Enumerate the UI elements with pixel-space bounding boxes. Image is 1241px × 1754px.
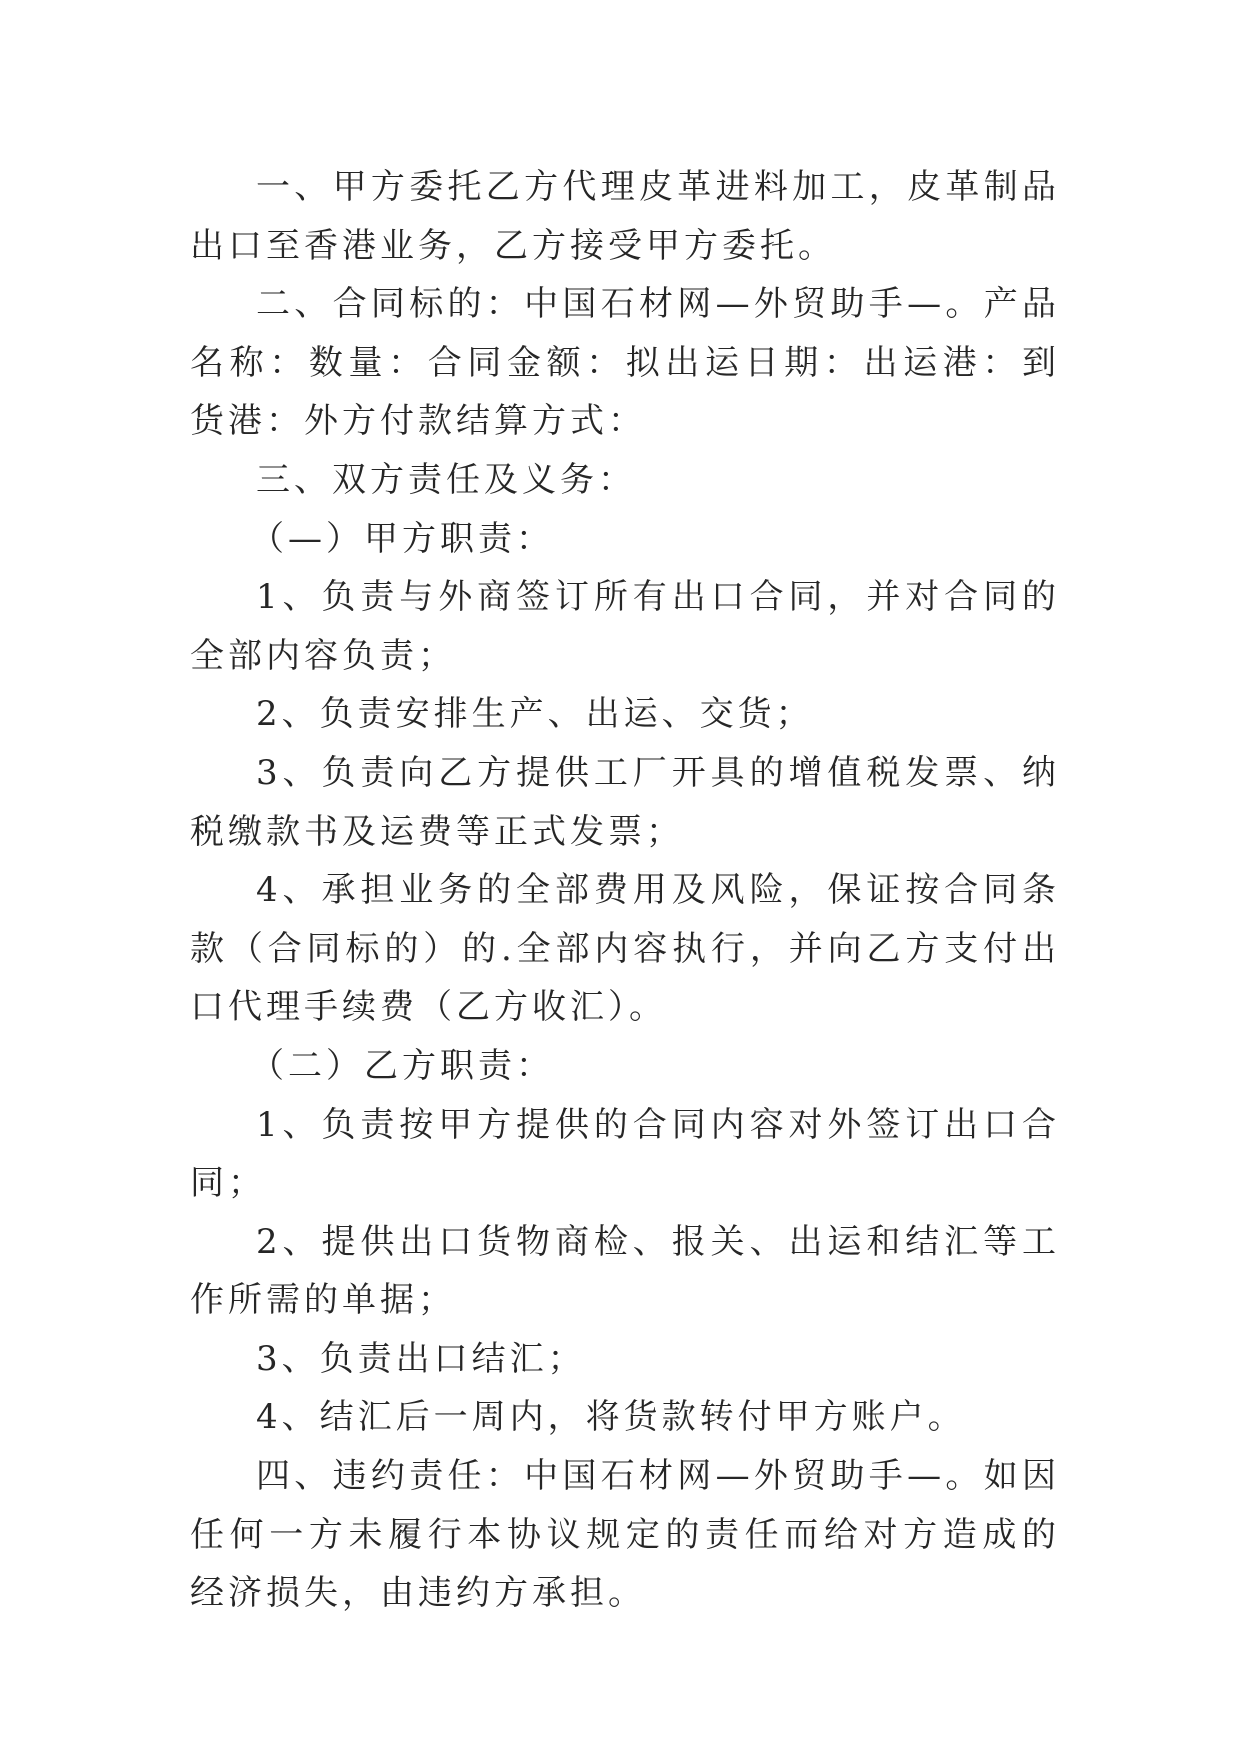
clause-2-paragraph: 二、合同标的：中国石材网—外贸助手—。产品名称：数量：合同金额：拟出运日期：出运港：到货港：外方付款结算方式： xyxy=(190,284,1060,442)
party-b-duty-4: 4、结汇后一周内，将货款转付甲方账户。 xyxy=(256,1397,966,1438)
clause-3-heading: 三、双方责任及义务： xyxy=(256,459,636,500)
party-a-duty-4: 4、承担业务的全部费用及风险，保证按合同条款（合同标的）的.全部内容执行，并向乙方支付出口代理手续费（乙方收汇）。 xyxy=(190,870,1060,1028)
party-b-duties-heading: （二）乙方职责： xyxy=(250,1045,554,1086)
party-a-duty-3: 3、负责向乙方提供工厂开具的增值税发票、纳税缴款书及运费等正式发票； xyxy=(190,752,1060,852)
party-b-duty-3: 3、负责出口结汇； xyxy=(256,1338,586,1379)
party-b-duty-1: 1、负责按甲方提供的合同内容对外签订出口合同； xyxy=(190,1104,1060,1204)
party-a-duty-1: 1、负责与外商签订所有出口合同，并对合同的全部内容负责； xyxy=(190,577,1060,676)
clause-4-paragraph: 四、违约责任：中国石材网—外贸助手—。如因任何一方未履行本协议规定的责任而给对方造成的经济损失，由违约方承担。 xyxy=(190,1456,1060,1614)
party-b-duty-2: 2、提供出口货物商检、报关、出运和结汇等工作所需的单据； xyxy=(190,1221,1060,1321)
party-a-duties-heading: （—）甲方职责： xyxy=(250,518,554,559)
clause-1-paragraph: 一、甲方委托乙方代理皮革进料加工，皮革制品出口至香港业务，乙方接受甲方委托。 xyxy=(190,167,1060,266)
document-body xyxy=(190,158,1060,1623)
party-a-duty-2: 2、负责安排生产、出运、交货； xyxy=(256,694,814,735)
